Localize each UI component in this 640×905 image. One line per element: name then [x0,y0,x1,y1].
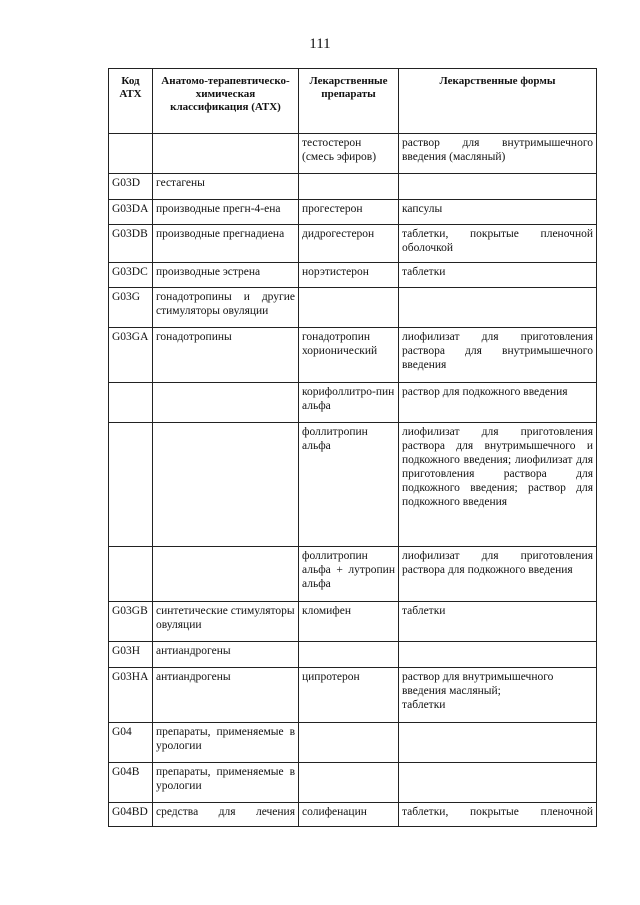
cell-code [109,423,153,547]
cell-form: капсулы [399,200,597,225]
cell-classification: производные прегнадиена [153,225,299,263]
table-row [109,423,597,547]
table-row [109,174,597,200]
cell-drug [299,288,399,328]
cell-classification: средства для лечения [153,803,299,827]
table-row [109,547,597,602]
table-row [109,288,597,328]
cell-form [399,288,597,328]
cell-classification: препараты, применяемые в урологии [153,763,299,803]
form-line: раствор для внутримышечного введения масляный; [402,671,554,697]
cell-classification: синтетические стимуляторы овуляции [153,602,299,642]
cell-drug [299,642,399,668]
cell-form: таблетки, покрытые пленочной [399,803,597,827]
cell-code: G03DA [109,200,153,225]
cell-code: G03D [109,174,153,200]
form-line: таблетки [402,699,446,711]
cell-drug: норэтистерон [299,263,399,288]
table-row [109,602,597,642]
table-row [109,134,597,174]
cell-drug: ципротерон [299,668,399,723]
cell-classification: гонадотропины и другие стимуляторы овуляции [153,288,299,328]
table-row [109,668,597,723]
cell-classification [153,134,299,174]
cell-code [109,134,153,174]
table-row [109,763,597,803]
atx-table [108,68,597,827]
cell-form: лиофилизат для приготовления раствора для внутримышечного введения [399,328,597,383]
cell-code: G03DB [109,225,153,263]
cell-drug: дидрогестерон [299,225,399,263]
cell-classification [153,547,299,602]
header-forms: Лекарственные формы [399,69,597,134]
cell-drug [299,763,399,803]
cell-drug: корифоллитро-пин альфа [299,383,399,423]
cell-code [109,547,153,602]
cell-code: G04 [109,723,153,763]
cell-drug: солифенацин [299,803,399,827]
table-row [109,328,597,383]
cell-form [399,723,597,763]
cell-form: лиофилизат для приготовления раствора для подкожного введения [399,547,597,602]
cell-classification: антиандрогены [153,668,299,723]
cell-drug: кломифен [299,602,399,642]
table-row [109,642,597,668]
table-row [109,263,597,288]
cell-code: G03HA [109,668,153,723]
cell-form: таблетки [399,263,597,288]
cell-form [399,174,597,200]
cell-code: G03GB [109,602,153,642]
cell-code: G04BD [109,803,153,827]
cell-drug [299,174,399,200]
cell-code: G03DC [109,263,153,288]
cell-classification: препараты, применяемые в урологии [153,723,299,763]
header-code: Код АТХ [109,69,153,134]
header-classification: Анатомо-терапевтическо-химическая классификация (АТХ) [153,69,299,134]
cell-classification: антиандрогены [153,642,299,668]
table-row [109,383,597,423]
cell-classification: гестагены [153,174,299,200]
cell-form [399,642,597,668]
cell-code: G03G [109,288,153,328]
cell-drug: гонадотропин хорионический [299,328,399,383]
cell-form [399,763,597,803]
cell-classification [153,383,299,423]
table-row [109,723,597,763]
header-drugs: Лекарственные препараты [299,69,399,134]
cell-code [109,383,153,423]
cell-code: G03H [109,642,153,668]
cell-drug: фоллитропин альфа + лутропин альфа [299,547,399,602]
cell-form: таблетки, покрытые пленочной оболочкой [399,225,597,263]
cell-classification: производные эстрена [153,263,299,288]
cell-drug: прогестерон [299,200,399,225]
cell-drug: фоллитропин альфа [299,423,399,547]
table-header-row [109,69,597,134]
cell-form: таблетки [399,602,597,642]
cell-code: G04B [109,763,153,803]
cell-form: лиофилизат для приготовления раствора для внутримышечного и подкожного введения; лиофилизат для приготовления раствора для подкожного введения; раствор для подкожного введения [399,423,597,547]
cell-classification [153,423,299,547]
table-row [109,200,597,225]
cell-classification: производные прегн-4-ена [153,200,299,225]
cell-drug: тестостерон (смесь эфиров) [299,134,399,174]
cell-form [399,668,597,723]
cell-form: раствор для внутримышечного введения (масляный) [399,134,597,174]
cell-form: раствор для подкожного введения [399,383,597,423]
cell-code: G03GA [109,328,153,383]
table-row [109,225,597,263]
cell-drug [299,723,399,763]
table-row [109,803,597,827]
page-number: 111 [309,36,331,52]
cell-classification: гонадотропины [153,328,299,383]
